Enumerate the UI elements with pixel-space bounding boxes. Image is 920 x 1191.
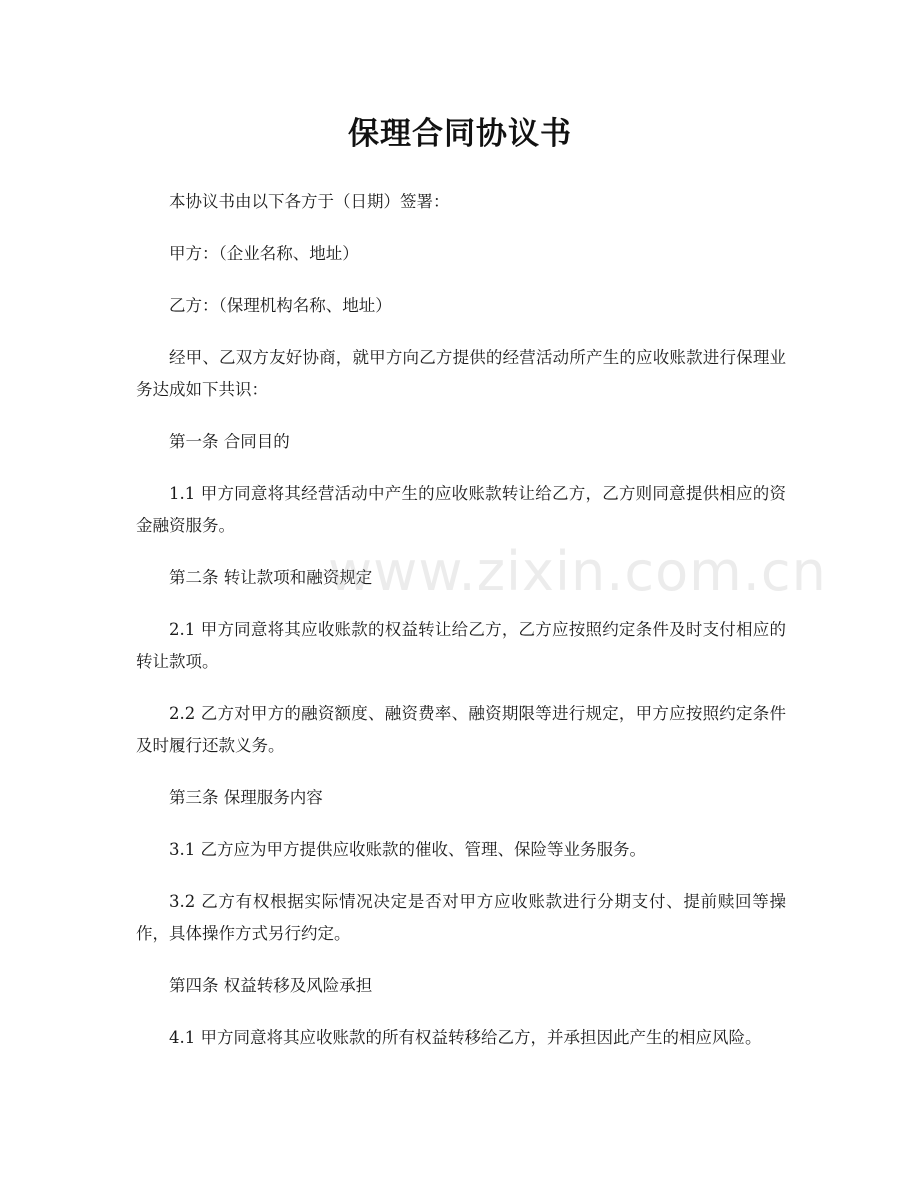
preamble: 经甲、乙双方友好协商，就甲方向乙方提供的经营活动所产生的应收账款进行保理业务达成如下共识： xyxy=(136,348,786,399)
party-b: 乙方：（保理机构名称、地址） xyxy=(169,296,392,315)
clause-4-1: 4.1 甲方同意将其应收账款的所有权益转移给乙方，并承担因此产生的相应风险。 xyxy=(169,1028,762,1047)
clause-3-1: 3.1 乙方应为甲方提供应收账款的催收、管理、保险等业务服务。 xyxy=(169,840,646,859)
clause-2-2: 2.2 乙方对甲方的融资额度、融资费率、融资期限等进行规定，甲方应按照约定条件及时履行还款义务。 xyxy=(136,704,786,755)
signing-statement: 本协议书由以下各方于（日期）签署： xyxy=(169,192,450,211)
party-a: 甲方：（企业名称、地址） xyxy=(169,244,359,263)
watermark: www.zixin.com.cn xyxy=(328,540,827,603)
clause-1-1: 1.1 甲方同意将其经营活动中产生的应收账款转让给乙方，乙方则同意提供相应的资金融资服务。 xyxy=(136,484,786,535)
article-2-heading: 第二条 转让款项和融资规定 xyxy=(169,568,373,587)
article-4-heading: 第四条 权益转移及风险承担 xyxy=(169,976,373,995)
article-1-heading: 第一条 合同目的 xyxy=(169,432,290,451)
article-3-heading: 第三条 保理服务内容 xyxy=(169,788,323,807)
document-title: 保理合同协议书 xyxy=(348,116,572,152)
document-body xyxy=(136,186,786,1074)
clause-3-2: 3.2 乙方有权根据实际情况决定是否对甲方应收账款进行分期支付、提前赎回等操作，具体操作方式另行约定。 xyxy=(136,892,786,943)
clause-2-1: 2.1 甲方同意将其应收账款的权益转让给乙方，乙方应按照约定条件及时支付相应的转让款项。 xyxy=(136,620,786,671)
